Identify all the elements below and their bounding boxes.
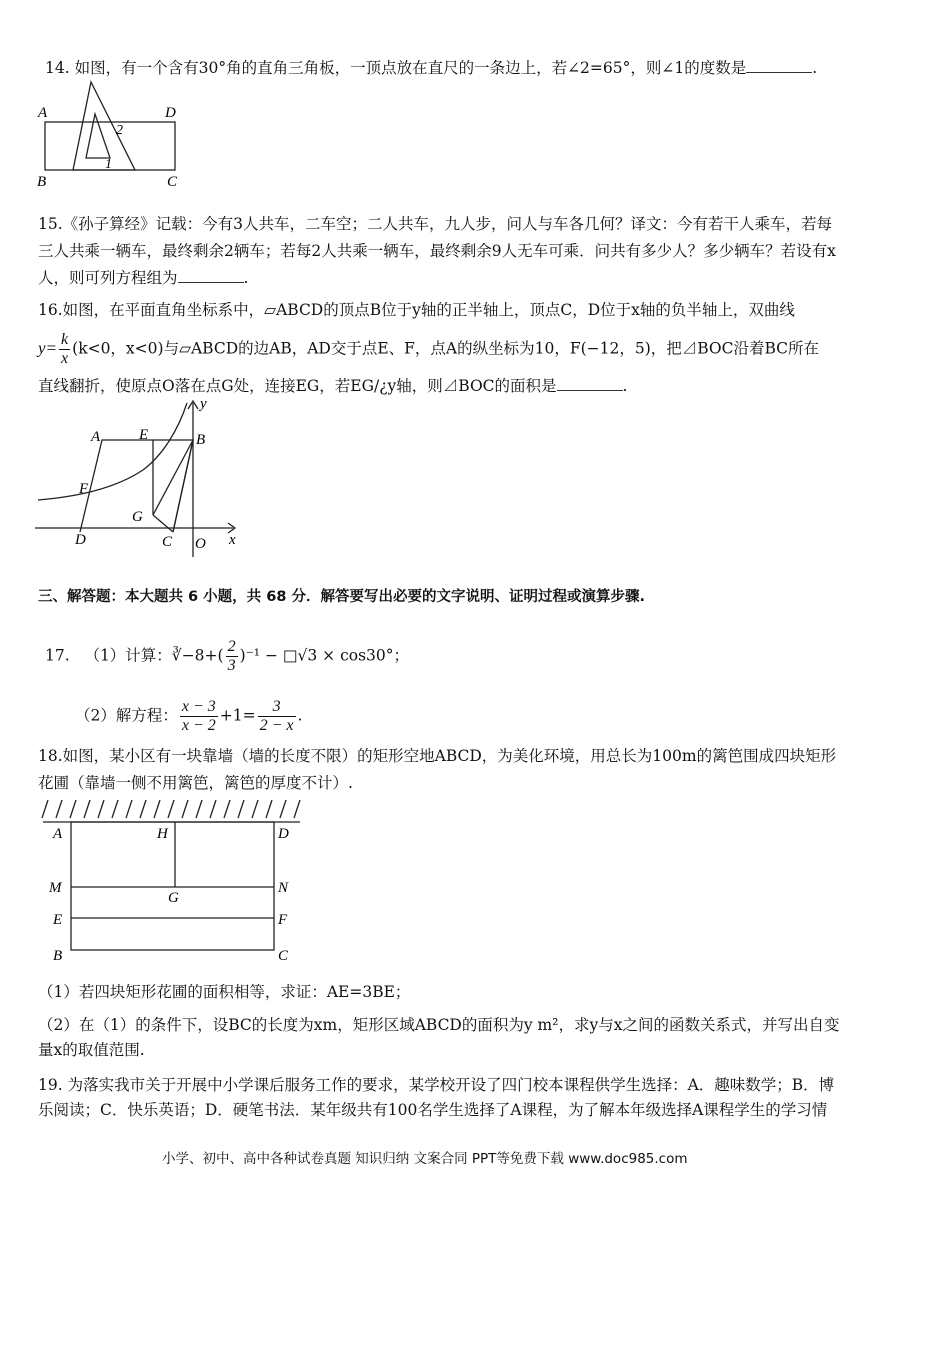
q16-label-A: A (91, 429, 101, 445)
q17-p1-label: （1）计算： (84, 646, 172, 665)
q16-frac-num: k (61, 331, 69, 348)
q16-figure (33, 395, 248, 560)
q16-label-E: E (139, 427, 149, 443)
q18-line1: 18.如图，某小区有一块靠墙（墙的长度不限）的矩形空地ABCD，为美化环境，用总长为100m的篱笆围成四块矩形 (38, 747, 837, 765)
q15-line3-text: 人，则可列方程组为 (38, 269, 178, 287)
q14-figure (33, 78, 193, 193)
q15-line1: 15.《孙子算经》记载：今有3人共车，二车空；二人共车，九人步，问人与车各几何？译文：今有若干人乘车，若每 (38, 215, 833, 233)
hyperbola-curve (38, 403, 187, 500)
q16-label-O: O (195, 536, 206, 552)
q18-label-H: H (157, 826, 168, 842)
q16-end: . (622, 377, 628, 395)
q15-line2: 三人共乘一辆车，最终剩余2辆车；若每2人共乘一辆车，最终剩余9人无车可乘．问共有多少人？多少辆车？若设有x (38, 242, 836, 260)
q14-label-D: D (165, 105, 176, 121)
q14-end: . (812, 59, 818, 77)
q17-p2-num1: x − 3 (181, 698, 216, 715)
q14-body: 如图，有一个含有30°角的直角三角板，一顶点放在直尺的一条边上，若∠2=65°，则∠1的度数是 (74, 59, 747, 77)
q16-line2-text: (k<0，x<0)与▱ABCD的边AB，AD交于点E、F，点A的纵坐标为10，F(−12，5)，把⊿BOC沿着BC所在 (72, 339, 820, 358)
q15-end: . (243, 269, 249, 287)
segment-GB (153, 440, 193, 515)
q15-answer-blank (178, 281, 244, 283)
q14-label-B: B (37, 174, 47, 190)
q14-label-1: 1 (105, 157, 112, 172)
q14-text (45, 61, 817, 77)
q16-label-x: x (229, 532, 236, 548)
q16-line1: 16.如图，在平面直角坐标系中，▱ABCD的顶点B位于y轴的正半轴上，顶点C，D位于x轴的负半轴上，双曲线 (38, 301, 795, 319)
q17-p2-num2: 3 (258, 698, 296, 717)
q18-figure (38, 796, 308, 966)
triangle-inner (86, 114, 110, 158)
q18-label-E: E (53, 912, 63, 928)
q17-part2 (75, 698, 302, 735)
q17-part1 (45, 638, 409, 675)
q18-label-F: F (278, 912, 288, 928)
q17-p2-end: . (297, 706, 303, 725)
q16-label-B: B (196, 432, 206, 448)
section-3-heading: 三、解答题：本大题共 6 小题，共 68 分．解答要写出必要的文字说明、证明过程或演算步骤. (38, 589, 645, 605)
segment-GC (153, 515, 173, 532)
q17-p1-den: 3 (227, 657, 236, 674)
q17-p2-den1: x − 2 (181, 717, 216, 734)
q16-eq-y: y= (38, 338, 58, 358)
q16-line3 (38, 379, 627, 395)
q14-label-A: A (38, 105, 48, 121)
q15-line3 (38, 271, 248, 287)
q19-line1: 19. 为落实我市关于开展中小学课后服务工作的要求，某学校开设了四门校本课程供学生选择：A．趣味数学；B．博 (38, 1076, 835, 1094)
q16-frac-den: x (61, 350, 69, 367)
q14-label-C: C (167, 174, 178, 190)
q17-p1-expr-a: ∛−8+( (171, 646, 224, 665)
q18-label-C: C (278, 948, 289, 964)
q18-line2: 花圃（靠墙一侧不用篱笆，篱笆的厚度不计）. (38, 774, 353, 792)
q18-label-B: B (53, 948, 63, 964)
q16-line2 (38, 331, 819, 368)
q18-label-A: A (53, 826, 63, 842)
q18-part2-line1: （2）在（1）的条件下，设BC的长度为xm，矩形区域ABCD的面积为y m²，求y与x之间的函数关系式，并写出自变 (38, 1016, 840, 1034)
q14-label-2: 2 (116, 123, 123, 138)
q17-p1-expr-b: )⁻¹ − □√3 × cos30°； (239, 646, 410, 665)
q16-answer-blank (557, 389, 623, 391)
wall-hatching (42, 800, 300, 818)
q17-p1-num: 2 (227, 638, 236, 655)
q17-p2-mid: +1= (219, 706, 256, 725)
garden-rect (71, 822, 274, 950)
q17-p2-label: （2）解方程： (75, 706, 178, 725)
q14-number: 14. (45, 59, 70, 77)
q19-line2: 乐阅读；C．快乐英语；D．硬笔书法．某年级共有100名学生选择了A课程，为了解本年级选择A课程学生的学习情 (38, 1101, 828, 1119)
q18-label-N: N (278, 880, 289, 896)
q17-number: 17. (45, 646, 70, 665)
q17-p2-fraction2 (258, 698, 296, 735)
q17-p1-fraction (226, 638, 238, 675)
q16-line3-text: 直线翻折，使原点O落在点G处，连接EG，若EG/¿y轴，则⊿BOC的面积是 (38, 377, 557, 395)
q14-answer-blank (746, 71, 812, 73)
q16-label-G: G (132, 509, 143, 525)
q16-fraction (59, 331, 70, 368)
segment-BC (173, 440, 193, 532)
triangle-outer (73, 82, 135, 170)
q18-label-M: M (49, 880, 62, 896)
q18-part1: （1）若四块矩形花圃的面积相等，求证：AE=3BE； (38, 983, 411, 1001)
page-footer: 小学、初中、高中各种试卷真题 知识归纳 文案合同 PPT等免费下载 www.doc985.com (162, 1151, 688, 1167)
q18-label-D: D (278, 826, 289, 842)
q17-p2-den2: 2 − x (259, 717, 294, 734)
q16-label-C: C (162, 534, 173, 550)
q18-part2-line2: 量x的取值范围. (38, 1041, 145, 1059)
q17-p2-fraction1 (180, 698, 218, 735)
q18-label-G: G (168, 890, 179, 906)
q16-label-F: F (79, 481, 89, 497)
q16-label-D: D (75, 532, 86, 548)
q16-label-y: y (200, 396, 207, 412)
